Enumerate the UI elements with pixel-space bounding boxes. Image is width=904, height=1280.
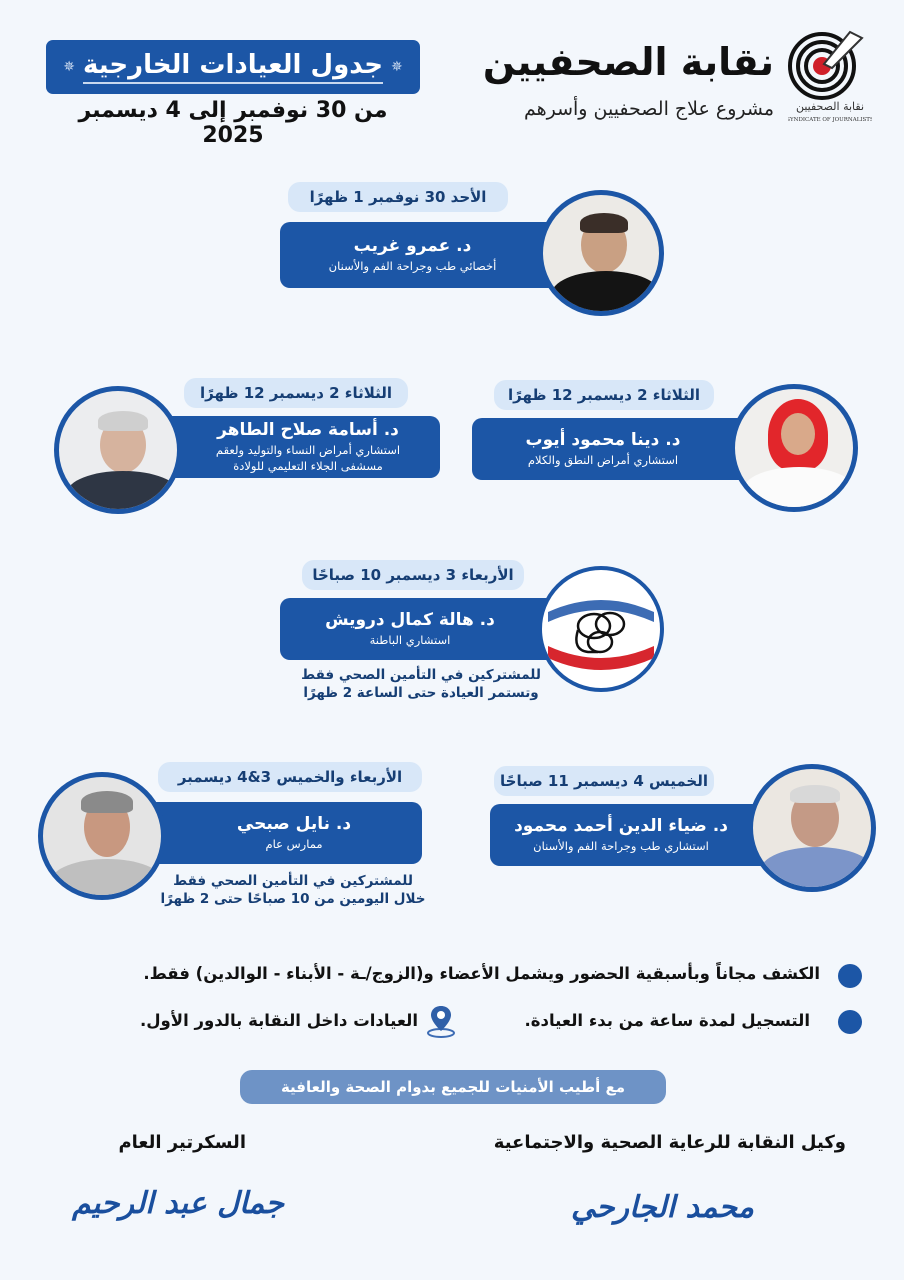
schedule-title-banner bbox=[46, 40, 420, 94]
schedule-title: جدول العيادات الخارجية bbox=[83, 50, 383, 84]
svg-text:SYNDICATE OF JOURNALISTS: SYNDICATE OF JOURNALISTS bbox=[788, 117, 872, 123]
doctor-name: د. هالة كمال درويش bbox=[325, 610, 495, 631]
doctor-specialty: استشاري الباطنة bbox=[369, 633, 451, 648]
sweater-shape bbox=[760, 847, 874, 892]
doctor-photo bbox=[748, 764, 876, 892]
shirt-shape bbox=[551, 271, 661, 316]
doctor-info-box bbox=[280, 598, 560, 660]
appointment-time: الأربعاء 3 ديسمبر 10 صباحًا bbox=[302, 560, 524, 590]
star-icon: ✵ bbox=[63, 59, 76, 75]
info-free-checkup: الكشف مجاناً وبأسبقية الحضور ويشمل الأعضاء و(الزوج/ـة - الأبناء - الوالدين) فقط. bbox=[143, 964, 820, 983]
doctor-info-box bbox=[280, 222, 565, 288]
appointment-time: الأحد 30 نوفمبر 1 ظهرًا bbox=[288, 182, 508, 212]
doctor-specialty: ممارس عام bbox=[265, 837, 323, 852]
hair-shape bbox=[580, 213, 628, 233]
date-range: من 30 نوفمبر إلى 4 ديسمبر 2025 bbox=[78, 98, 388, 148]
svg-text:نقابة الصحفيين: نقابة الصحفيين bbox=[795, 100, 865, 113]
doctor-name: د. ضياء الدين أحمد محمود bbox=[514, 816, 728, 837]
org-subtitle: مشروع علاج الصحفيين وأسرهم bbox=[523, 98, 774, 120]
jacket-shape bbox=[51, 859, 163, 900]
doctor-name: د. عمرو غريب bbox=[353, 236, 472, 257]
doctor-photo bbox=[730, 384, 858, 512]
doctor-specialty: استشاري أمراض النطق والكلام bbox=[527, 453, 679, 468]
doctor-card bbox=[38, 762, 428, 912]
doctor-card bbox=[472, 378, 862, 513]
signatory-right-title: وكيل النقابة للرعاية الصحية والاجتماعية bbox=[493, 1132, 846, 1153]
doctor-specialty-line2: مسشفى الجلاء التعليمي للولادة bbox=[233, 459, 383, 474]
bullet-icon bbox=[838, 1010, 862, 1034]
info-registration: التسجيل لمدة ساعة من بدء العيادة. bbox=[524, 1011, 810, 1030]
health-insurance-icon bbox=[542, 570, 660, 688]
hair-shape bbox=[81, 791, 133, 813]
info-location: العيادات داخل النقابة بالدور الأول. bbox=[139, 1011, 418, 1030]
doctor-info-box bbox=[490, 804, 768, 866]
signatory-left-title: السكرتير العام bbox=[118, 1132, 246, 1153]
doctor-photo bbox=[54, 386, 182, 514]
hair-shape bbox=[98, 411, 148, 431]
doctor-specialty: أخصائي طب وجراحة الفم والأسنان bbox=[328, 259, 497, 274]
signature-right: محمد الجارحي bbox=[571, 1190, 754, 1225]
appointment-time: الثلاثاء 2 ديسمبر 12 ظهرًا bbox=[494, 380, 714, 410]
doctor-specialty: استشاري أمراض النساء والتوليد ولعقم bbox=[215, 442, 401, 457]
doctor-card bbox=[280, 560, 670, 710]
doctor-name: د. دينا محمود أيوب bbox=[525, 430, 681, 451]
doctor-info-box bbox=[472, 418, 762, 480]
star-icon: ✵ bbox=[390, 59, 403, 75]
doctor-info-box bbox=[164, 416, 440, 478]
doctor-name: د. نايل صبحي bbox=[236, 814, 352, 835]
target-pen-icon bbox=[788, 24, 872, 124]
doctor-card bbox=[54, 378, 444, 518]
doctor-specialty: استشاري طب وجراحة الفم والأسنان bbox=[533, 839, 709, 854]
wishes-banner: مع أطيب الأمنيات للجميع بدوام الصحة والعافية bbox=[240, 1070, 666, 1104]
doctor-photo bbox=[38, 772, 166, 900]
org-title: نقابة الصحفيين bbox=[482, 40, 774, 84]
location-pin-icon bbox=[426, 1004, 456, 1038]
doctor-name: د. أسامة صلاح الطاهر bbox=[217, 419, 399, 440]
health-insurance-logo bbox=[538, 566, 664, 692]
hair-shape bbox=[790, 785, 840, 803]
blouse-shape bbox=[743, 467, 855, 512]
appointment-time: الثلاثاء 2 ديسمبر 12 ظهرًا bbox=[184, 378, 408, 408]
doctor-card bbox=[280, 182, 665, 317]
doctor-info-box bbox=[156, 802, 422, 864]
doctor-photo bbox=[538, 190, 664, 316]
appointment-time: الأربعاء والخميس 3&4 ديسمبر bbox=[158, 762, 422, 792]
signature-left: جمال عبد الرحيم bbox=[71, 1186, 284, 1221]
appointment-time: الخميس 4 ديسمبر 11 صباحًا bbox=[494, 766, 714, 796]
syndicate-logo bbox=[788, 24, 872, 124]
jacket-shape bbox=[67, 471, 179, 514]
doctor-card bbox=[490, 762, 880, 897]
insurance-note: للمشتركين في التأمين الصحي فقط وتستمر العيادة حتى الساعة 2 ظهرًا bbox=[301, 667, 541, 702]
insurance-note: للمشتركين في التأمين الصحي فقط خلال اليومين من 10 صباحًا حتى 2 ظهرًا bbox=[160, 873, 426, 908]
bullet-icon bbox=[838, 964, 862, 988]
face-shape bbox=[781, 413, 815, 455]
